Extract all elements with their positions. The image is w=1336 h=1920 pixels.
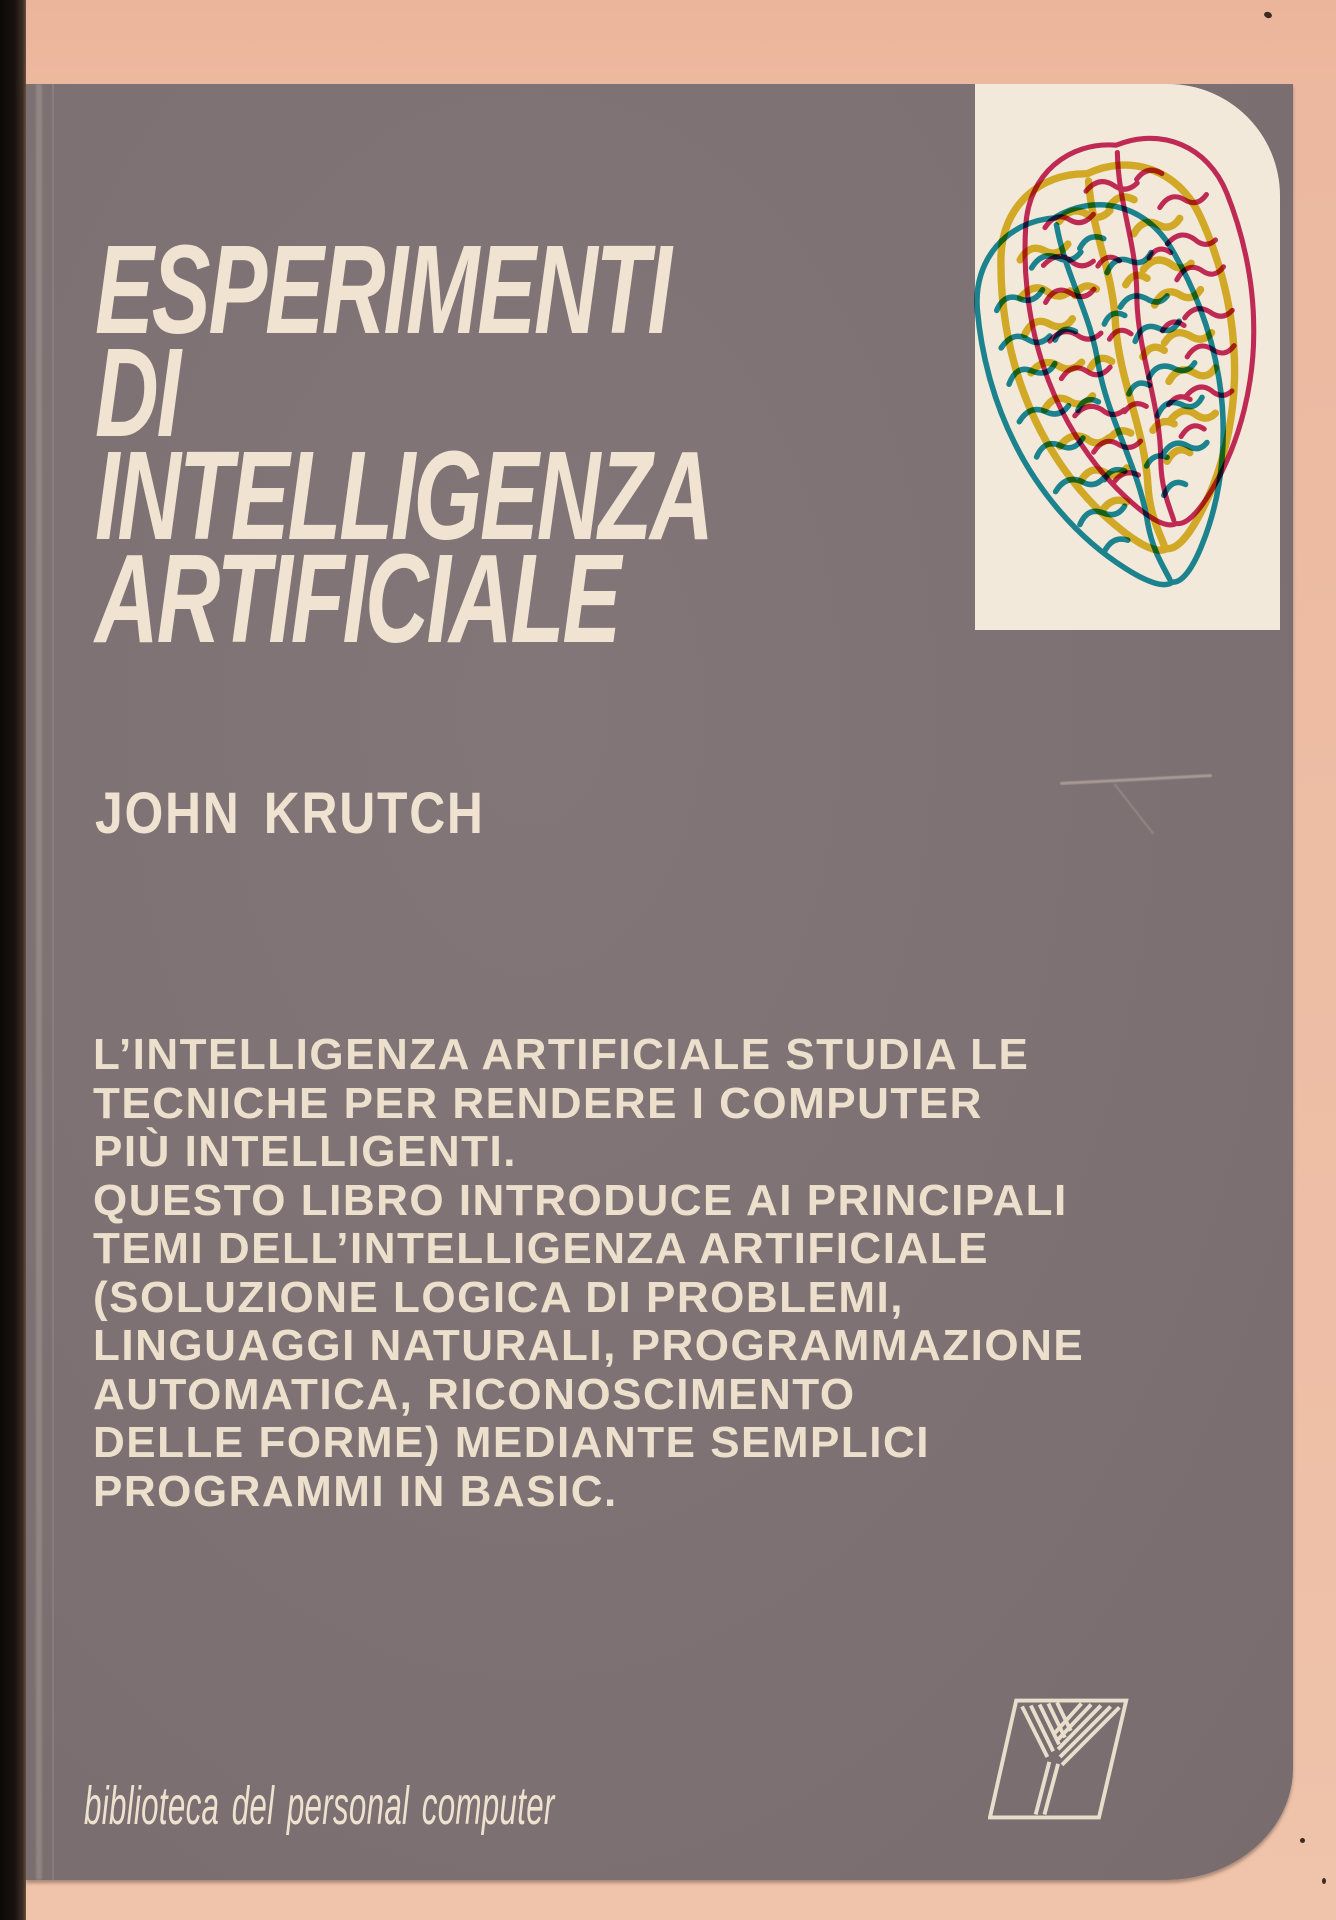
- title-line: INTELLIGENZA: [95, 425, 712, 566]
- book-title: [95, 219, 976, 669]
- author-name: JOHN KRUTCH: [95, 781, 485, 846]
- title-line: DI: [95, 322, 179, 463]
- publisher-logo-icon: [988, 1696, 1134, 1822]
- brain-artwork-icon: [979, 126, 1275, 598]
- series-label: biblioteca del personal computer: [84, 1776, 555, 1836]
- title-line: ARTIFICIALE: [95, 528, 620, 669]
- blurb-line: L’INTELLIGENZA ARTIFICIALE STUDIA LE: [93, 1030, 1030, 1079]
- spine-crease: [52, 84, 54, 1880]
- blurb-line: PROGRAMMI IN BASIC.: [93, 1466, 618, 1516]
- book-front-cover: [26, 84, 1293, 1880]
- scan-speck: [1300, 1838, 1305, 1843]
- blurb-line: DELLE FORME) MEDIANTE SEMPLICI: [93, 1418, 930, 1467]
- blurb-line: AUTOMATICA, RICONOSCIMENTO: [93, 1369, 856, 1419]
- blurb-line: LINGUAGGI NATURALI, PROGRAMMAZIONE: [93, 1321, 1085, 1370]
- title-line: ESPERIMENTI: [95, 219, 670, 360]
- surface-scratch: [1114, 783, 1155, 835]
- blurb-line: TECNICHE PER RENDERE I COMPUTER: [93, 1078, 983, 1128]
- spine-crease: [36, 84, 42, 1880]
- scan-speck: [1322, 1878, 1326, 1884]
- scan-edge-shadow: [0, 0, 26, 1920]
- blurb-line: TEMI DELL’INTELLIGENZA ARTIFICIALE: [93, 1224, 989, 1273]
- blurb-line: (SOLUZIONE LOGICA DI PROBLEMI,: [93, 1272, 904, 1322]
- blurb-line: PIÙ INTELLIGENTI.: [93, 1127, 517, 1176]
- scan-speck: [1263, 11, 1273, 19]
- blurb-line: QUESTO LIBRO INTRODUCE AI PRINCIPALI: [93, 1175, 1068, 1225]
- cover-blurb: [93, 1031, 1084, 1516]
- surface-scratch: [1060, 774, 1212, 785]
- artwork-panel: [975, 84, 1280, 630]
